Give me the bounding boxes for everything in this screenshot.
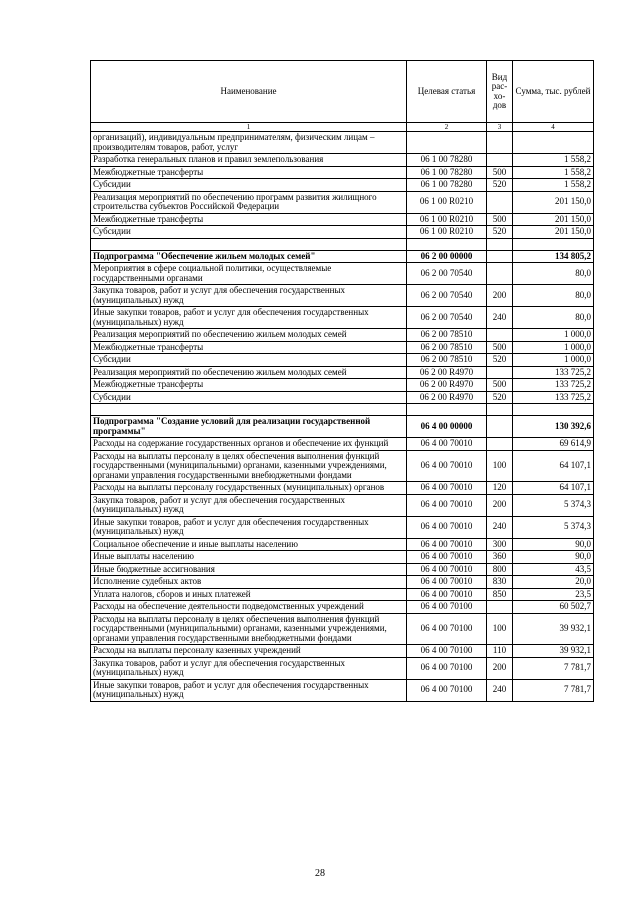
table-row (91, 166, 594, 179)
row-target-code: 06 2 00 78510 (407, 341, 487, 354)
row-expense-kind: 500 (487, 166, 513, 179)
table-row (91, 588, 594, 601)
table-row (91, 391, 594, 404)
row-expense-kind: 520 (487, 226, 513, 239)
row-sum: 1 558,2 (513, 166, 594, 179)
row-expense-kind (487, 191, 513, 213)
row-name: Межбюджетные трансферты (91, 341, 407, 354)
row-name: Мероприятия в сфере социальной политики, осуществляемые государственными органами (91, 263, 407, 285)
row-sum: 1 558,2 (513, 154, 594, 167)
row-sum: 20,0 (513, 576, 594, 589)
budget-table (90, 60, 594, 702)
row-sum (513, 238, 594, 250)
row-name: Иные бюджетные ассигнования (91, 563, 407, 576)
row-sum: 80,0 (513, 263, 594, 285)
row-sum (513, 132, 594, 154)
table-row (91, 132, 594, 154)
table-row (91, 154, 594, 167)
table-row (91, 679, 594, 701)
table-row (91, 285, 594, 307)
row-expense-kind: 520 (487, 179, 513, 192)
row-expense-kind (487, 154, 513, 167)
row-name: Иные закупки товаров, работ и услуг для обеспечения государственных (муниципальных) нужд (91, 679, 407, 701)
row-target-code (407, 132, 487, 154)
row-sum: 133 725,2 (513, 379, 594, 392)
table-row (91, 645, 594, 658)
column-number: 3 (487, 123, 513, 132)
table-row (91, 551, 594, 564)
row-name: Социальное обеспечение и иные выплаты населению (91, 538, 407, 551)
row-target-code (407, 404, 487, 416)
row-name: Иные закупки товаров, работ и услуг для обеспечения государственных (муниципальных) нужд (91, 307, 407, 329)
row-name (91, 238, 407, 250)
row-expense-kind: 520 (487, 391, 513, 404)
row-sum: 80,0 (513, 307, 594, 329)
row-sum: 90,0 (513, 551, 594, 564)
row-sum: 134 805,2 (513, 250, 594, 263)
row-target-code: 06 2 00 00000 (407, 250, 487, 263)
row-target-code: 06 4 00 70010 (407, 563, 487, 576)
row-expense-kind: 360 (487, 551, 513, 564)
row-name: Реализация мероприятий по обеспечению жильем молодых семей (91, 329, 407, 342)
row-expense-kind: 850 (487, 588, 513, 601)
row-expense-kind: 240 (487, 307, 513, 329)
row-expense-kind: 520 (487, 354, 513, 367)
row-sum: 64 107,1 (513, 450, 594, 482)
row-target-code: 06 4 00 70100 (407, 679, 487, 701)
row-sum (513, 404, 594, 416)
row-name: Закупка товаров, работ и услуг для обеспечения государственных (муниципальных) нужд (91, 285, 407, 307)
table-row (91, 516, 594, 538)
row-target-code: 06 1 00 R0210 (407, 191, 487, 213)
row-expense-kind: 500 (487, 213, 513, 226)
row-expense-kind (487, 416, 513, 438)
spacer-row (91, 238, 594, 250)
column-number: 1 (91, 123, 407, 132)
row-sum: 130 392,6 (513, 416, 594, 438)
table-row (91, 601, 594, 614)
table-row (91, 379, 594, 392)
row-sum: 7 781,7 (513, 657, 594, 679)
row-sum: 201 150,0 (513, 191, 594, 213)
row-expense-kind (487, 132, 513, 154)
row-expense-kind: 500 (487, 341, 513, 354)
table-row (91, 263, 594, 285)
row-expense-kind: 100 (487, 613, 513, 645)
row-target-code: 06 2 00 70540 (407, 285, 487, 307)
row-name: организаций), индивидуальным предпринимателям, физическим лицам – производителям товаров, работ, услуг (91, 132, 407, 154)
table-row (91, 191, 594, 213)
row-name: Расходы на выплаты персоналу в целях обеспечения выполнения функций государственными (муниципальными) органами, казенными учреждениями, органами управления государственными внебюджетными фондами (91, 450, 407, 482)
row-target-code: 06 4 00 70010 (407, 516, 487, 538)
row-expense-kind: 200 (487, 494, 513, 516)
table-row (91, 416, 594, 438)
column-number: 2 (407, 123, 487, 132)
row-sum: 23,5 (513, 588, 594, 601)
row-name: Межбюджетные трансферты (91, 379, 407, 392)
row-expense-kind (487, 329, 513, 342)
header-target: Целевая статья (407, 61, 487, 123)
row-expense-kind: 200 (487, 285, 513, 307)
table-row (91, 538, 594, 551)
row-name: Расходы на выплаты персоналу казенных учреждений (91, 645, 407, 658)
row-sum: 43,5 (513, 563, 594, 576)
header-sum: Сумма, тыс. рублей (513, 61, 594, 123)
row-sum: 133 725,2 (513, 366, 594, 379)
row-name: Расходы на выплаты персоналу государственных (муниципальных) органов (91, 482, 407, 495)
row-target-code: 06 4 00 70100 (407, 657, 487, 679)
row-expense-kind (487, 250, 513, 263)
header-name: Наименование (91, 61, 407, 123)
row-expense-kind (487, 601, 513, 614)
row-sum: 7 781,7 (513, 679, 594, 701)
row-target-code: 06 4 00 70010 (407, 450, 487, 482)
row-target-code: 06 2 00 R4970 (407, 379, 487, 392)
row-expense-kind: 110 (487, 645, 513, 658)
row-target-code: 06 4 00 70100 (407, 645, 487, 658)
row-name: Реализация мероприятий по обеспечению программ развития жилищного строительства субъектов Российской Федерации (91, 191, 407, 213)
row-name: Межбюджетные трансферты (91, 213, 407, 226)
row-target-code: 06 4 00 70010 (407, 588, 487, 601)
row-sum: 201 150,0 (513, 213, 594, 226)
row-target-code: 06 4 00 70010 (407, 494, 487, 516)
row-name (91, 404, 407, 416)
row-expense-kind: 120 (487, 482, 513, 495)
row-target-code: 06 1 00 78280 (407, 166, 487, 179)
row-name: Подпрограмма "Обеспечение жильем молодых семей" (91, 250, 407, 263)
row-sum: 39 932,1 (513, 613, 594, 645)
table-row (91, 482, 594, 495)
row-name: Расходы на содержание государственных органов и обеспечение их функций (91, 438, 407, 451)
row-name: Межбюджетные трансферты (91, 166, 407, 179)
row-target-code: 06 4 00 70010 (407, 538, 487, 551)
table-row (91, 366, 594, 379)
row-name: Иные выплаты населению (91, 551, 407, 564)
table-row (91, 213, 594, 226)
row-target-code: 06 1 00 78280 (407, 179, 487, 192)
row-expense-kind (487, 404, 513, 416)
row-name: Исполнение судебных актов (91, 576, 407, 589)
row-target-code (407, 238, 487, 250)
header-row (91, 61, 594, 123)
table-row (91, 329, 594, 342)
column-number-row (91, 123, 594, 132)
row-expense-kind: 240 (487, 516, 513, 538)
table-row (91, 354, 594, 367)
row-target-code: 06 2 00 R4970 (407, 366, 487, 379)
row-name: Субсидии (91, 179, 407, 192)
table-row (91, 226, 594, 239)
row-name: Иные закупки товаров, работ и услуг для обеспечения государственных (муниципальных) нужд (91, 516, 407, 538)
row-name: Подпрограмма "Создание условий для реализации государственной программы" (91, 416, 407, 438)
row-sum: 64 107,1 (513, 482, 594, 495)
row-name: Субсидии (91, 354, 407, 367)
row-sum: 1 000,0 (513, 341, 594, 354)
row-expense-kind: 100 (487, 450, 513, 482)
row-name: Разработка генеральных планов и правил землепользования (91, 154, 407, 167)
table-row (91, 438, 594, 451)
row-expense-kind: 300 (487, 538, 513, 551)
row-expense-kind: 240 (487, 679, 513, 701)
row-expense-kind: 800 (487, 563, 513, 576)
table-row (91, 494, 594, 516)
row-target-code: 06 4 00 70010 (407, 438, 487, 451)
header-kind: Вид рас-хо-дов (487, 61, 513, 123)
spacer-row (91, 404, 594, 416)
table-row (91, 341, 594, 354)
row-target-code: 06 1 00 R0210 (407, 226, 487, 239)
row-target-code: 06 4 00 70100 (407, 601, 487, 614)
row-sum: 5 374,3 (513, 494, 594, 516)
row-sum: 133 725,2 (513, 391, 594, 404)
table-row (91, 563, 594, 576)
table-row (91, 307, 594, 329)
row-expense-kind (487, 263, 513, 285)
row-target-code: 06 2 00 70540 (407, 307, 487, 329)
row-sum: 1 000,0 (513, 354, 594, 367)
row-expense-kind: 500 (487, 379, 513, 392)
row-sum: 5 374,3 (513, 516, 594, 538)
row-target-code: 06 1 00 78280 (407, 154, 487, 167)
row-sum: 69 614,9 (513, 438, 594, 451)
table-row (91, 576, 594, 589)
table-row (91, 613, 594, 645)
table-row (91, 450, 594, 482)
row-sum: 1 558,2 (513, 179, 594, 192)
row-target-code: 06 2 00 78510 (407, 329, 487, 342)
row-sum: 60 502,7 (513, 601, 594, 614)
page-number: 28 (315, 868, 325, 879)
row-target-code: 06 4 00 70010 (407, 576, 487, 589)
row-target-code: 06 2 00 78510 (407, 354, 487, 367)
row-name: Реализация мероприятий по обеспечению жильем молодых семей (91, 366, 407, 379)
table-row (91, 179, 594, 192)
row-expense-kind (487, 438, 513, 451)
row-name: Расходы на выплаты персоналу в целях обеспечения выполнения функций государственными (муниципальными) органами, казенными учреждениями, органами управления государственными внебюджетными фондами (91, 613, 407, 645)
table-row (91, 657, 594, 679)
row-sum: 80,0 (513, 285, 594, 307)
table-row (91, 250, 594, 263)
row-name: Субсидии (91, 391, 407, 404)
row-target-code: 06 4 00 70010 (407, 482, 487, 495)
row-target-code: 06 2 00 R4970 (407, 391, 487, 404)
row-target-code: 06 2 00 70540 (407, 263, 487, 285)
row-name: Расходы на обеспечение деятельности подведомственных учреждений (91, 601, 407, 614)
row-name: Субсидии (91, 226, 407, 239)
row-sum: 39 932,1 (513, 645, 594, 658)
row-name: Закупка товаров, работ и услуг для обеспечения государственных (муниципальных) нужд (91, 657, 407, 679)
row-target-code: 06 4 00 00000 (407, 416, 487, 438)
row-name: Закупка товаров, работ и услуг для обеспечения государственных (муниципальных) нужд (91, 494, 407, 516)
row-sum: 201 150,0 (513, 226, 594, 239)
row-expense-kind (487, 366, 513, 379)
row-expense-kind (487, 238, 513, 250)
row-expense-kind: 200 (487, 657, 513, 679)
row-target-code: 06 4 00 70100 (407, 613, 487, 645)
row-name: Уплата налогов, сборов и иных платежей (91, 588, 407, 601)
row-expense-kind: 830 (487, 576, 513, 589)
row-target-code: 06 4 00 70010 (407, 551, 487, 564)
row-target-code: 06 1 00 R0210 (407, 213, 487, 226)
budget-page (90, 60, 593, 702)
row-sum: 1 000,0 (513, 329, 594, 342)
row-sum: 90,0 (513, 538, 594, 551)
column-number: 4 (513, 123, 594, 132)
